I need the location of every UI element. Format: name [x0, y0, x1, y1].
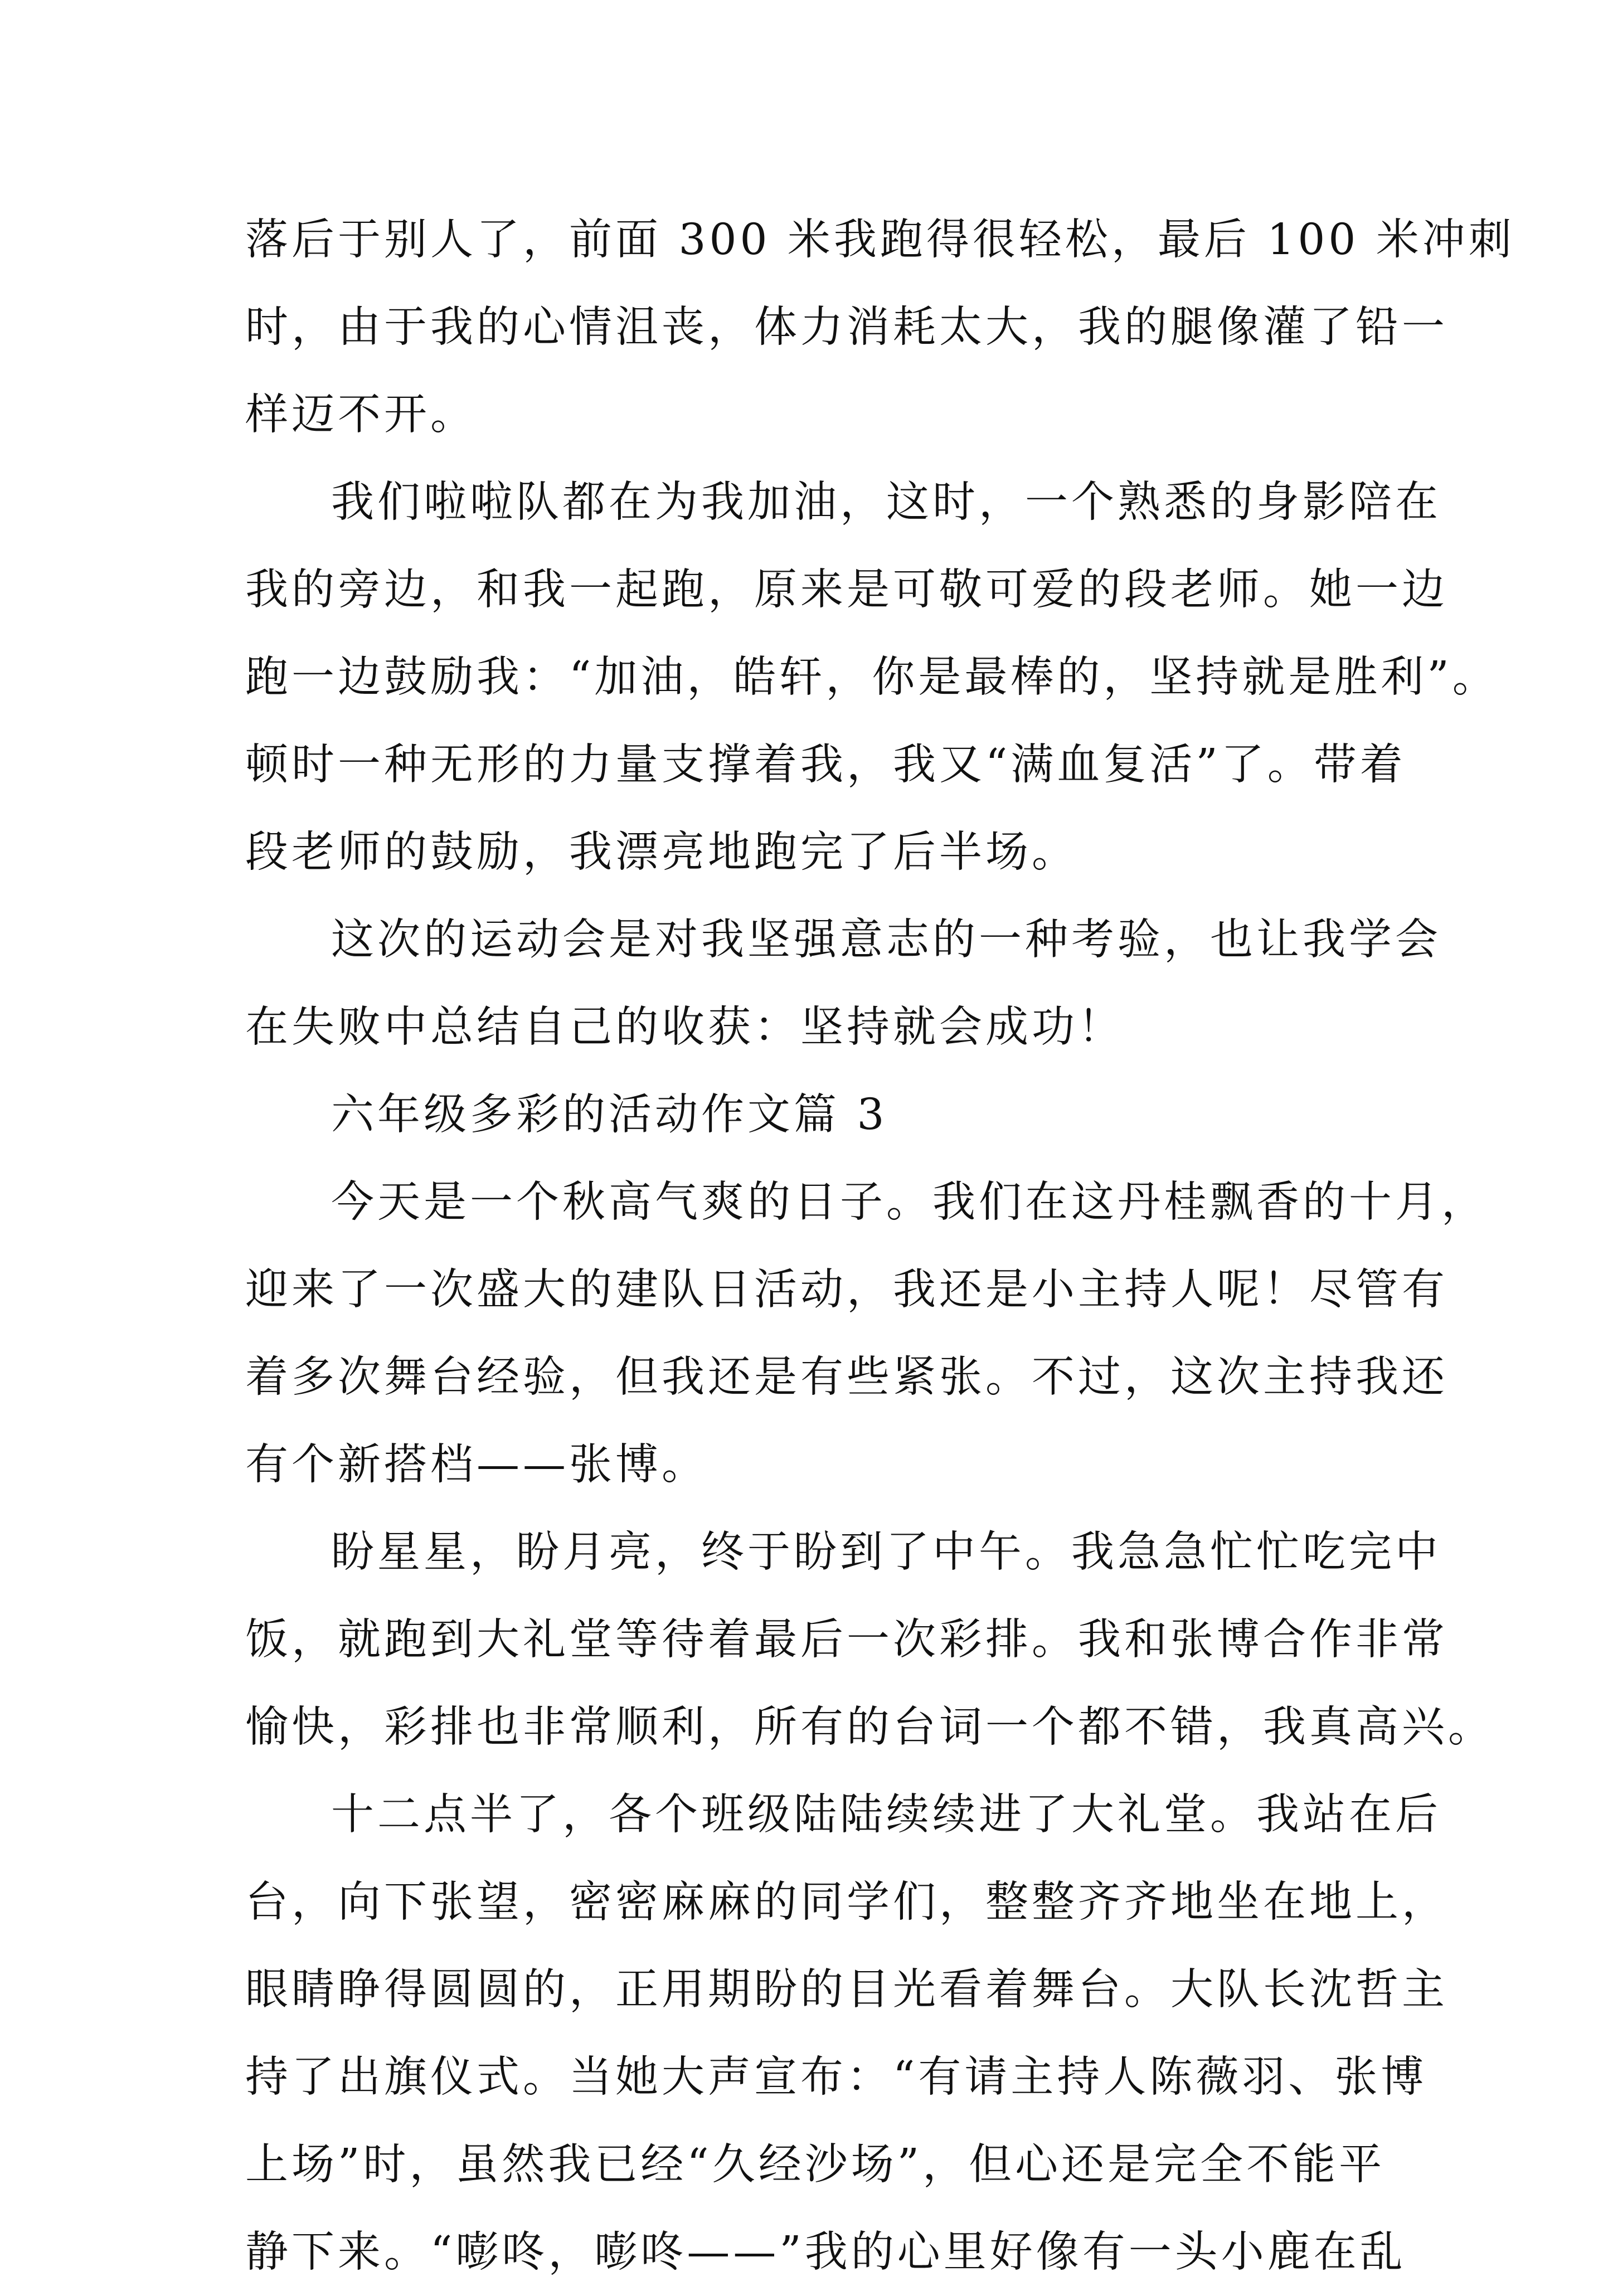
text-line: 静下来。“嘭咚，嘭咚——”我的心里好像有一头小鹿在乱 — [245, 2227, 1406, 2277]
text-line: 台，向下张望，密密麻麻的同学们，整整齐齐地坐在地上， — [245, 1877, 1448, 1927]
essay-text — [245, 196, 1515, 2296]
paragraph-start-line: 这次的运动会是对我坚强意志的一种考验，也让我学会 — [331, 915, 1441, 965]
text-line: 持了出旗仪式。当她大声宣布：“有请主持人陈薇羽、张博 — [245, 2052, 1427, 2102]
text-line: 样迈不开。 — [245, 390, 477, 440]
paragraph-start-line: 盼星星，盼月亮，终于盼到了中午。我急急忙忙吃完中 — [331, 1528, 1441, 1577]
paragraph-start-line: 十二点半了，各个班级陆陆续续进了大礼堂。我站在后 — [331, 1790, 1441, 1840]
text-line: 饭，就跑到大礼堂等待着最后一次彩排。我和张博合作非常 — [245, 1615, 1448, 1665]
text-line: 跑一边鼓励我：“加油，皓轩，你是最棒的，坚持就是胜利”。 — [245, 653, 1499, 702]
text-line: 在失败中总结自己的收获：坚持就会成功！ — [245, 1003, 1124, 1052]
text-line: 眼睛睁得圆圆的，正用期盼的目光看着舞台。大队长沈哲主 — [245, 1965, 1448, 2015]
text-line: 有个新搭档——张博。 — [245, 1440, 708, 1490]
text-line: 段老师的鼓励，我漂亮地跑完了后半场。 — [245, 828, 1078, 877]
text-line: 落后于别人了，前面 300 米我跑得很轻松，最后 100 米冲刺 — [245, 215, 1515, 265]
text-line: 愉快，彩排也非常顺利，所有的台词一个都不错，我真高兴。 — [245, 1702, 1494, 1752]
text-line: 顿时一种无形的力量支撑着我，我又“满血复活”了。带着 — [245, 740, 1406, 790]
text-line: 时，由于我的心情沮丧，体力消耗太大，我的腿像灌了铅一 — [245, 303, 1448, 352]
text-line: 上场”时，虽然我已经“久经沙场”，但心还是完全不能平 — [245, 2140, 1386, 2190]
text-line: 我的旁边，和我一起跑，原来是可敬可爱的段老师。她一边 — [245, 565, 1448, 615]
section-heading: 六年级多彩的活动作文篇 3 — [331, 1090, 888, 1140]
text-line: 着多次舞台经验，但我还是有些紧张。不过，这次主持我还 — [245, 1353, 1448, 1402]
paragraph-start-line: 今天是一个秋高气爽的日子。我们在这丹桂飘香的十月， — [331, 1178, 1488, 1227]
paragraph-start-line: 我们啦啦队都在为我加油，这时，一个熟悉的身影陪在 — [331, 478, 1441, 527]
text-line: 迎来了一次盛大的建队日活动，我还是小主持人呢！尽管有 — [245, 1265, 1448, 1315]
